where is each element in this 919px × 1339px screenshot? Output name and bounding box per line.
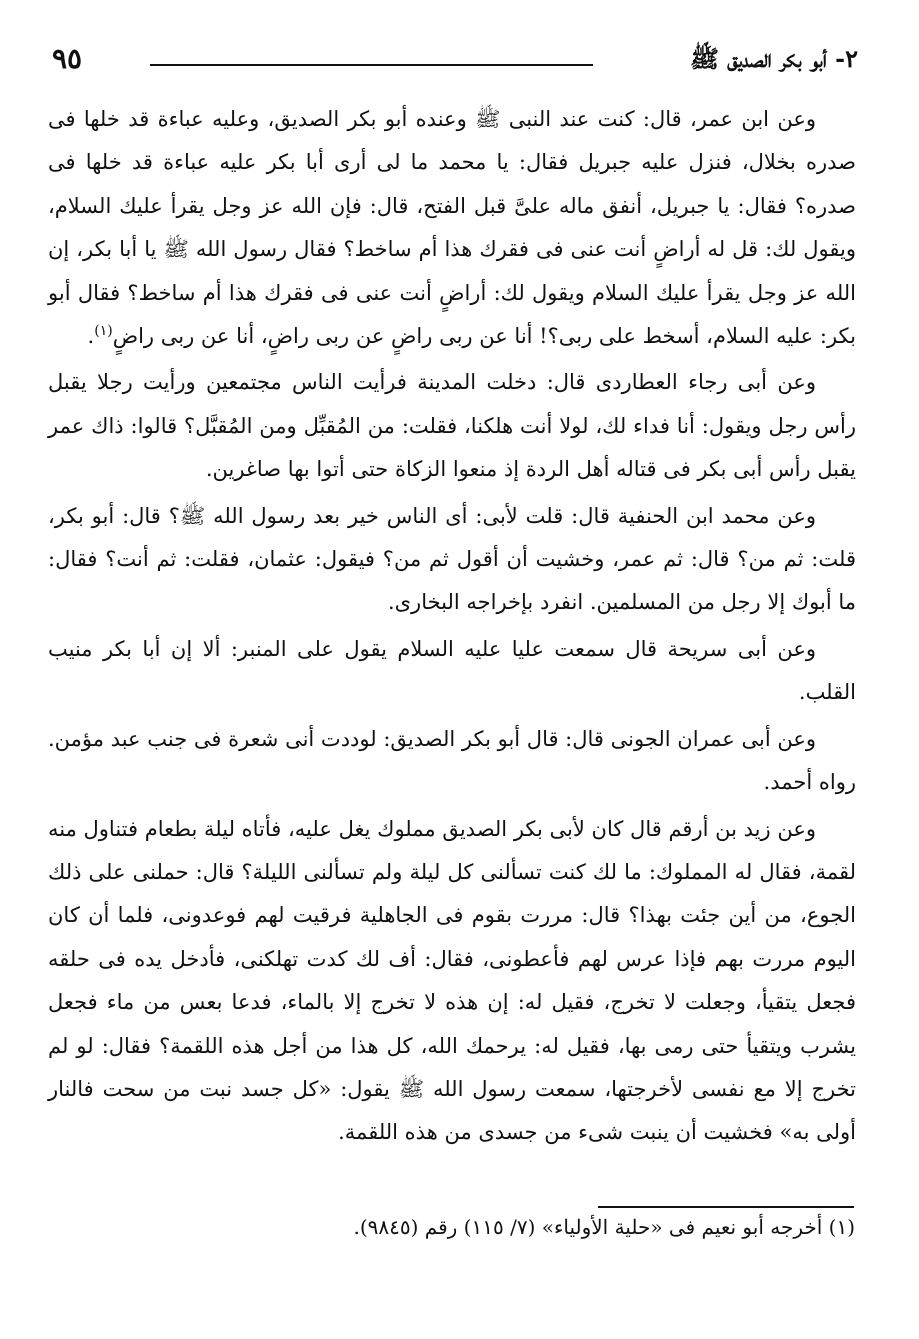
page-number: ٩٥ [52, 42, 83, 75]
paragraph-end: . [87, 324, 95, 349]
footnote-rule [598, 1206, 854, 1208]
main-text [48, 98, 856, 1155]
running-title: ٢- أبو بكر الصديق ﷺ [689, 44, 858, 73]
paragraph-5: وعن أبى عمران الجونى قال: قال أبو بكر الصديق: لوددت أنى شعرة فى جنب عبد مؤمن. رواه أحمد. [48, 726, 856, 795]
paragraph-text: وعن ابن عمر، قال: كنت عند النبى ﷺ وعنده أبو بكر الصديق، وعليه عباءة قد خلها فى صدره بخلال، فنزل عليه جبريل فقال: يا محمد ما لى أرى أبا بكر عليه عباءة قد خلها فى صدره؟ فقال: يا جبريل، أنفق ماله علىَّ قبل الفتح، قال: فإن الله عز وجل يقرأ عليك السلام، ويقول لك: قل له أراضٍ أنت عنى فى فقرك هذا أم ساخط؟ فقال رسول الله ﷺ يا أبا بكر، إن الله عز وجل يقرأ عليك السلام ويقول لك: أراضٍ أنت عنى فى فقرك هذا أم ساخط؟ فقال أبو بكر: عليه السلام، أسخط على ربى؟! أنا عن ربى راضٍ عن ربى راضٍ، أنا عن ربى راضٍ [48, 107, 856, 349]
footnote-reference: (١) [94, 323, 113, 340]
paragraph-3: وعن محمد ابن الحنفية قال: قلت لأبى: أى الناس خير بعد رسول الله ﷺ؟ قال: أبو بكر، قلت: ثم من؟ قال: ثم عمر، وخشيت أن أقول ثم من؟ فيقول: عثمان، فقلت: ثم أنت؟ فقال: ما أبوك إلا رجل من المسلمين. انفرد بإخراجه البخارى. [48, 503, 856, 615]
header-rule [150, 64, 593, 66]
page-header [40, 40, 858, 84]
paragraph-6: وعن زيد بن أرقم قال كان لأبى بكر الصديق مملوك يغل عليه، فأتاه ليلة بطعام فتناول منه لقمة، فقال له المملوك: ما لك كنت تسألنى كل ليلة ولم تسألنى الليلة؟ قال: حملنى على ذلك الجوع، من أين جئت بهذا؟ قال: مررت بقوم فى الجاهلية فرقيت لهم فوعدونى، فلما أن كان اليوم مررت بهم فإذا عرس لهم فأعطونى، فقال: أف لك كدت تهلكنى، فأدخل يده فى حلقه فجعل يتقيأ، وجعلت لا تخرج، فقيل له: إن هذه لا تخرج إلا بالماء، فدعا بعس من ماء فجعل يشرب ويتقيأ حتى رمى بها، فقيل له: يرحمك الله، كل هذا من أجل هذه اللقمة؟ فقال: لو لم تخرج إلا مع نفسى لأخرجتها، سمعت رسول الله ﷺ يقول: «كل جسد نبت من سحت فالنار أولى به» فخشيت أن ينبت شىء من جسدى من هذه اللقمة. [48, 816, 856, 1145]
paragraph-4: وعن أبى سريحة قال سمعت عليا عليه السلام يقول على المنبر: ألا إن أبا بكر منيب القلب. [48, 636, 856, 705]
paragraph-2: وعن أبى رجاء العطاردى قال: دخلت المدينة فرأيت الناس مجتمعين ورأيت رجلا يقبل رأس رجل ويقول: أنا فداء لك، لولا أنت هلكنا، فقلت: من المُقبِّل ومن المُقبَّل؟ قالوا: ذاك عمر يقبل رأس أبى بكر فى قتاله أهل الردة إذ منعوا الزكاة حتى أتوا بها صاغرين. [48, 370, 856, 482]
footnote: (١) أخرجه أبو نعيم فى «حلية الأولياء» (٧/ ١١٥) رقم (٩٨٤٥). [353, 1215, 855, 1239]
paragraph-1 [48, 98, 856, 358]
